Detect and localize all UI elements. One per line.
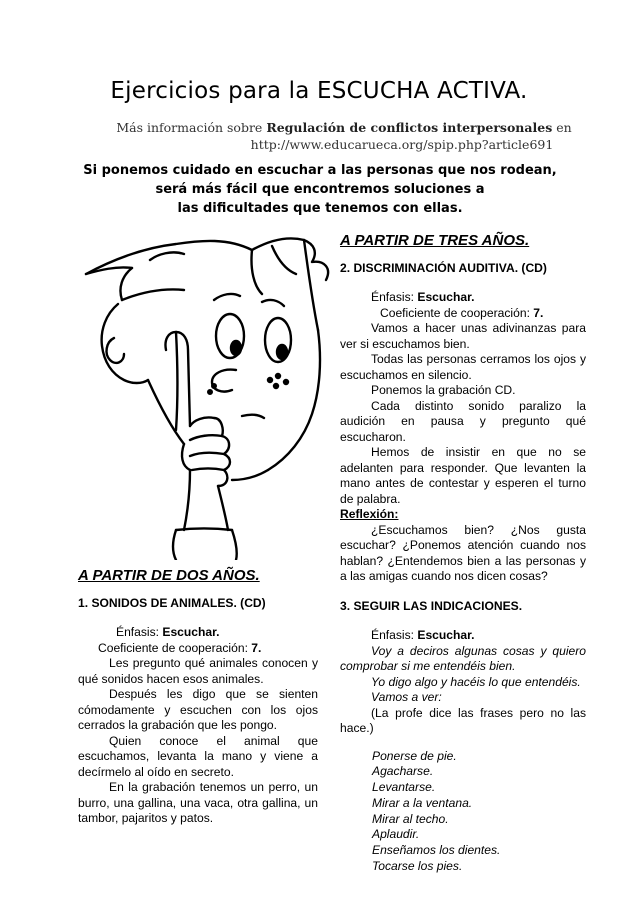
info-topic: Regulación de conflictos interpersonales xyxy=(266,120,553,135)
list-item: Levantarse. xyxy=(372,780,436,795)
intro-line-1: Si ponemos cuidado en escuchar a las personas que nos rodean, xyxy=(83,163,557,178)
enfasis-value: Escuchar. xyxy=(162,625,220,639)
info-line xyxy=(44,120,638,135)
enfasis-value: Escuchar. xyxy=(417,290,475,304)
intro-line-3: las dificultades que tenemos con ellas. xyxy=(177,201,463,216)
enfasis-line xyxy=(340,290,586,306)
list-item: Aplaudir. xyxy=(372,827,420,842)
paragraph: Yo digo algo y hacéis lo que entendéis. xyxy=(371,674,581,689)
left-column xyxy=(78,568,318,827)
paragraph: Les pregunto qué animales conocen y qué sonidos hacen esos animales. xyxy=(78,656,318,686)
paragraph: Quien conoce el animal que escuchamos, levanta la mano y viene a decírmelo al oído en secreto. xyxy=(78,733,318,779)
reflexion-text: ¿Escuchamos bien? ¿Nos gusta escuchar? ¿Ponemos atención cuando nos hablan? ¿Entendemos bien a las personas y a las amigas cuando nos dicen cosas? xyxy=(340,522,586,583)
exercise-title-3: 3. SEGUIR LAS INDICACIONES. xyxy=(340,598,523,613)
info-prefix: Más información sobre xyxy=(116,120,267,135)
enfasis-label: Énfasis: xyxy=(116,625,163,639)
coef-line xyxy=(340,306,586,322)
enfasis-line xyxy=(340,628,586,644)
paragraph: Todas las personas cerramos los ojos y escuchamos en silencio. xyxy=(340,352,586,382)
paragraph: Cada distinto sonido paralizo la audición en pausa y pregunto qué escucharon. xyxy=(340,398,586,444)
list-item: Ponerse de pie. xyxy=(372,748,457,763)
paragraph: Después les digo que se sienten cómodamente y escuchen con los ojos cerrados la grabación que les pongo. xyxy=(78,687,318,732)
paragraph: Voy a deciros algunas cosas y quiero comprobar si me entendéis bien. xyxy=(340,643,586,673)
child-shushing-icon xyxy=(72,230,334,560)
paragraph: Hemos de insistir en que no se adelanten para responder. Que levanten la mano antes de contestar y esperen el turno de palabra. xyxy=(340,445,586,506)
info-url-link[interactable]: http://www.educarueca.org/spip.php?article691 xyxy=(250,137,554,152)
coef-label: Coeficiente de cooperación: xyxy=(98,640,252,655)
list-item: Mirar a la ventana. xyxy=(372,795,473,810)
list-item: Agacharse. xyxy=(372,764,434,779)
enfasis-value: Escuchar. xyxy=(417,628,475,642)
list-item: Tocarse los pies. xyxy=(372,859,463,874)
list-item: Mirar al techo. xyxy=(372,811,449,826)
instruction-list xyxy=(340,749,586,875)
enfasis-line xyxy=(78,625,318,641)
enfasis-label: Énfasis: xyxy=(371,628,418,642)
exercise-title-2: 2. DISCRIMINACIÓN AUDITIVA. (CD) xyxy=(340,260,547,275)
page-title: Ejercicios para la ESCUCHA ACTIVA. xyxy=(110,78,528,104)
coef-value: 7. xyxy=(533,305,544,320)
intro-line-2: será más fácil que encontremos soluciones a xyxy=(155,182,485,197)
paragraph: Ponemos la grabación CD. xyxy=(371,383,516,397)
enfasis-label: Énfasis: xyxy=(371,290,418,304)
coef-label: Coeficiente de cooperación: xyxy=(380,305,534,320)
paragraph: Vamos a hacer unas adivinanzas para ver si escuchamos bien. xyxy=(340,321,586,351)
paragraph: Vamos a ver: xyxy=(371,690,442,704)
right-column xyxy=(340,233,586,875)
coef-value: 7. xyxy=(251,640,262,655)
list-item: Enseñamos los dientes. xyxy=(372,843,501,858)
exercise-title-1: 1. SONIDOS DE ANIMALES. (CD) xyxy=(78,595,266,610)
info-suffix: en xyxy=(552,120,572,135)
section-title-dos-anos: A PARTIR DE DOS AÑOS. xyxy=(78,567,260,584)
section-title-tres-anos: A PARTIR DE TRES AÑOS. xyxy=(340,232,530,249)
coef-line xyxy=(78,641,318,657)
paragraph: En la grabación tenemos un perro, un burro, una gallina, una vaca, otra gallina, un tambor, pajaritos y patos. xyxy=(78,780,318,825)
reflexion-label: Reflexión: xyxy=(340,507,399,521)
intro-text xyxy=(70,161,570,218)
paragraph: (La profe dice las frases pero no las hace.) xyxy=(340,705,586,735)
